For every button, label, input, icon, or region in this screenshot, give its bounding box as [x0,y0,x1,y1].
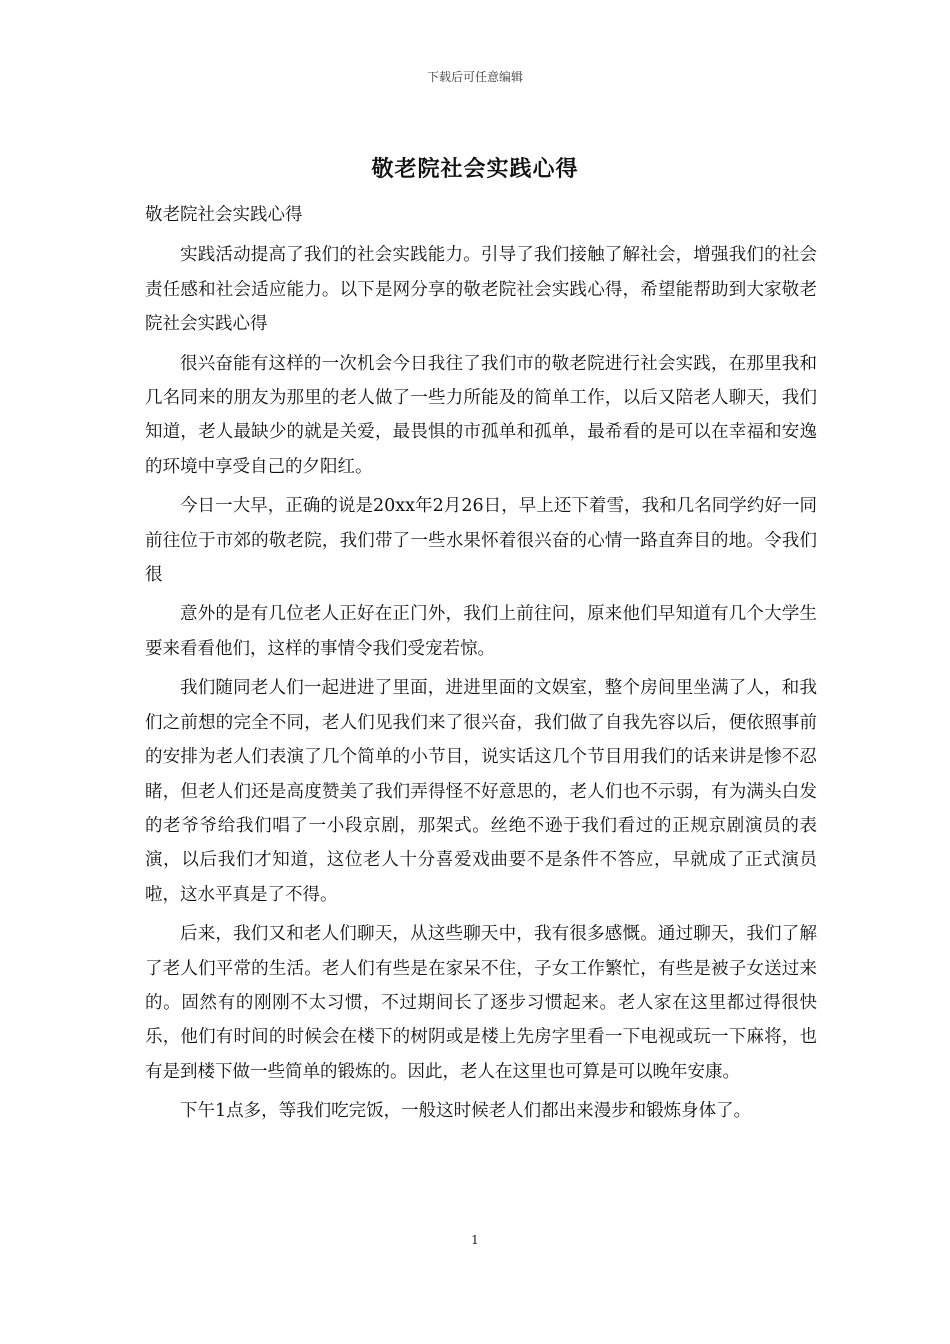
document-body [145,198,817,1134]
paragraph-5: 我们随同老人们一起进进了里面，进进里面的文娱室，整个房间里坐满了人，和我们之前想的完全不同，老人们见我们来了很兴奋，我们做了自我先容以后，便依照事前的安排为老人们表演了几个简单的小节目，说实话这几个节目用我们的话来讲是惨不忍睹，但老人们还是高度赞美了我们弄得怪不好意思的，老人们也不示弱，有为满头白发的老爷爷给我们唱了一小段京剧，那架式。丝绝不逊于我们看过的正规京剧演员的表演，以后我们才知道，这位老人十分喜爱戏曲要不是条件不答应，早就成了正式演员啦，这水平真是了不得。 [145,678,817,905]
paragraph-1: 实践活动提高了我们的社会实践能力。引导了我们接触了解社会，增强我们的社会责任感和社会适应能力。以下是网分享的敬老院社会实践心得，希望能帮助到大家敬老院社会实践心得 [145,245,817,335]
page-header-note: 下载后可任意编辑 [426,70,523,84]
paragraph-7: 下午1点多，等我们吃完饭，一般这时候老人们都出来漫步和锻炼身体了。 [180,1101,752,1122]
paragraph-2: 很兴奋能有这样的一次机会今日我往了我们市的敬老院进行社会实践，在那里我和几名同来的朋友为那里的老人做了一些力所能及的简单工作，以后又陪老人聊天，我们知道，老人最缺少的就是关爱，最畏惧的市孤单和孤单，最希看的是可以在幸福和安逸的环境中享受自己的夕阳红。 [145,353,817,477]
document-title: 敬老院社会实践心得 [371,156,579,182]
paragraph-6: 后来，我们又和老人们聊天，从这些聊天中，我有很多感慨。通过聊天，我们了解了老人们平常的生活。老人们有些是在家呆不住，子女工作繁忙，有些是被子女送过来的。固然有的刚刚不太习惯，不过期间长了逐步习惯起来。老人家在这里都过得很快乐，他们有时间的时候会在楼下的树阴或是楼上先房字里看一下电视或玩一下麻将，也有是到楼下做一些简单的锻炼的。因此，老人在这里也可算是可以晚年安康。 [145,924,817,1082]
paragraph-4: 意外的是有几位老人正好在正门外，我们上前往问，原来他们早知道有几个大学生要来看看他们，这样的事情令我们受宠若惊。 [145,604,817,659]
document-subtitle: 敬老院社会实践心得 [145,205,303,225]
page-number: 1 [471,1233,479,1247]
paragraph-3: 今日一大早，正确的说是20xx年2月26日，早上还下着雪，我和几名同学约好一同前往位于市郊的敬老院，我们带了一些水果怀着很兴奋的心情一路直奔目的地。令我们很 [145,496,817,586]
